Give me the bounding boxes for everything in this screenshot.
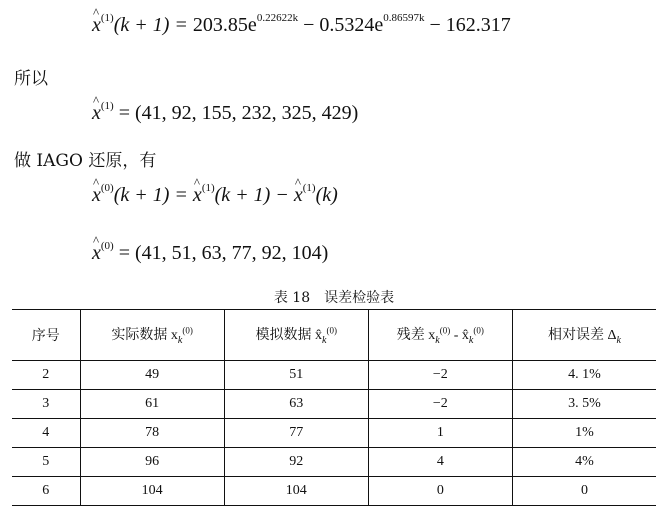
header-relative-error: 相对误差 $\Delta_k$	[512, 310, 656, 361]
equation-2: ^ $x^{(1)} = (41$, 92, 155, 232, 325, 429)	[92, 102, 358, 125]
x-hat-symbol: ^ x	[294, 184, 303, 207]
x-hat-symbol: ^ x	[92, 14, 101, 37]
cell-residual: 4	[368, 448, 512, 477]
cell-simulated: 104	[224, 477, 368, 506]
cell-residual: −2	[368, 390, 512, 419]
cell-index: 4	[12, 419, 80, 448]
cell-actual: 61	[80, 390, 224, 419]
cell-simulated: 51	[224, 361, 368, 390]
cell-simulated: 63	[224, 390, 368, 419]
table-row	[12, 390, 656, 419]
cell-actual: 96	[80, 448, 224, 477]
text-iago: 做 IAGO 还原，有	[14, 151, 157, 171]
header-simulated: 模拟数据 $x̂_k^{(0)}$	[224, 310, 368, 361]
cell-index: 2	[12, 361, 80, 390]
cell-actual: 49	[80, 361, 224, 390]
header-actual: 实际数据 $x_k^{(0)}$	[80, 310, 224, 361]
error-check-table	[12, 309, 656, 506]
cell-relative-error: 0	[512, 477, 656, 506]
cell-index: 3	[12, 390, 80, 419]
cell-actual: 78	[80, 419, 224, 448]
cell-relative-error: 4%	[512, 448, 656, 477]
header-index: 序号	[12, 310, 80, 361]
cell-residual: −2	[368, 361, 512, 390]
x-hat-symbol: ^ x	[193, 184, 202, 207]
x-hat-symbol: ^ x	[92, 102, 101, 125]
cell-relative-error: 1%	[512, 419, 656, 448]
equation-1: ^ $x^{(1)}(k + 1) = 203.85e^{0.22622k} - 0.5324e^{0.86597k} - 162.317$	[92, 14, 511, 37]
table-row	[12, 419, 656, 448]
cell-index: 5	[12, 448, 80, 477]
x-hat-symbol: ^ x	[92, 242, 101, 265]
cell-relative-error: 4. 1%	[512, 361, 656, 390]
cell-index: 6	[12, 477, 80, 506]
equation-3: ^ $x^{(0)}(k + 1)$ = ^ $x^{(1)}(k + 1)$ − ^ $x^{(1)}(k)$	[92, 184, 338, 207]
header-residual: 残差 $x_k^{(0)}$ - $x̂_k^{(0)}$	[368, 310, 512, 361]
table-header-row	[12, 310, 656, 361]
cell-simulated: 92	[224, 448, 368, 477]
text-so: 所以	[14, 69, 48, 89]
table-row	[12, 361, 656, 390]
table-row	[12, 448, 656, 477]
equation-4: ^ $x^{(0)} = (41$, 51, 63, 77, 92, 104)	[92, 242, 328, 265]
cell-residual: 1	[368, 419, 512, 448]
table-row	[12, 477, 656, 506]
cell-relative-error: 3. 5%	[512, 390, 656, 419]
x-hat-symbol: ^ x	[92, 184, 101, 207]
cell-actual: 104	[80, 477, 224, 506]
table-caption: 表 18 误差检验表	[273, 290, 395, 306]
cell-residual: 0	[368, 477, 512, 506]
cell-simulated: 77	[224, 419, 368, 448]
